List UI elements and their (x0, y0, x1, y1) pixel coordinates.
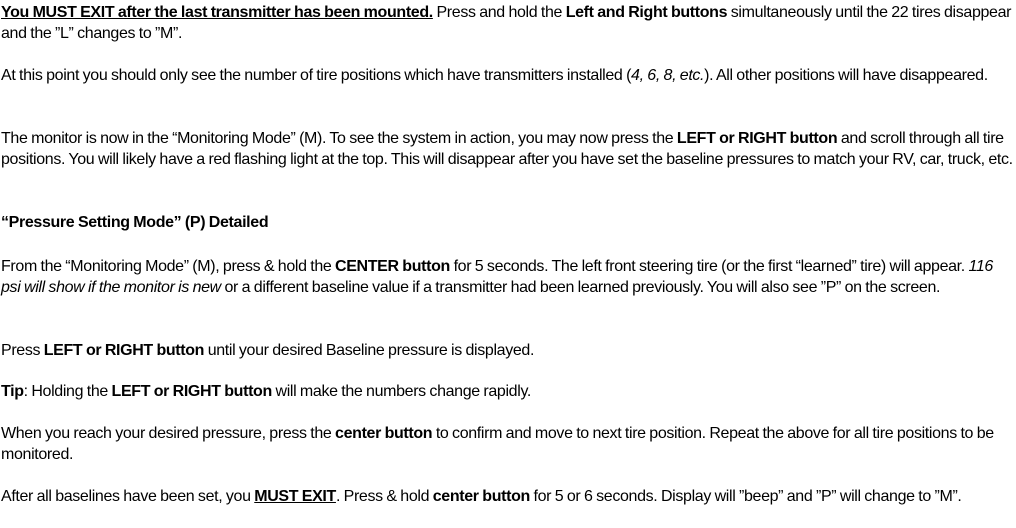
text: will make the numbers change rapidly. (271, 383, 531, 400)
default-psi-note: 116 psi will show if the monitor is new (1, 258, 993, 296)
paragraph-exit-pressure-mode (1, 486, 1013, 507)
text: until your desired Baseline pressure is displayed. (204, 342, 535, 359)
center-button-emphasis: center button (432, 488, 530, 505)
text: . Press & hold (335, 488, 433, 505)
text: and scroll through all tire positions. You will likely have a red flashing light at the top. This will disappear after you have set the baseline pressures to match your RV, car, truck, etc. (1, 130, 1013, 168)
tip-label: Tip (1, 383, 24, 400)
paragraph-exit-learn-mode (1, 2, 1013, 44)
text: When you reach your desired pressure, press the (1, 425, 336, 442)
must-exit-warning: You MUST EXIT after the last transmitter has been mounted. (1, 4, 433, 21)
text: Press and hold the (432, 4, 566, 21)
paragraph-confirm-pressure (1, 423, 1013, 465)
text: : Holding the (23, 383, 112, 400)
text: ). All other positions will have disappeared. (704, 67, 988, 84)
text: At this point you should only see the number of tire positions which have transmitters installed ( (1, 67, 632, 84)
paragraph-tire-positions (1, 65, 1013, 86)
text: or a different baseline value if a transmitter had been learned previously. You will also see ”P” on the screen. (220, 279, 941, 296)
text: for 5 or 6 seconds. Display will ”beep” and ”P” will change to ”M”. (529, 488, 962, 505)
text: Press (1, 342, 44, 359)
text: The monitor is now in the “Monitoring Mode” (M). To see the system in action, you may now press the (1, 130, 677, 147)
paragraph-tip (1, 381, 1013, 402)
center-button-emphasis: CENTER button (335, 258, 450, 275)
text: After all baselines have been set, you (1, 488, 255, 505)
paragraph-enter-pressure-mode (1, 256, 1013, 298)
text: for 5 seconds. The left front steering tire (or the first “learned” tire) will appear. (449, 258, 969, 275)
heading-text: “Pressure Setting Mode” (P) Detailed (1, 214, 269, 231)
left-right-button-emphasis: LEFT or RIGHT button (43, 342, 205, 359)
paragraph-select-pressure (1, 340, 1013, 361)
center-button-emphasis: center button (335, 425, 433, 442)
must-exit-emphasis: MUST EXIT (254, 488, 336, 505)
left-right-button-emphasis: LEFT or RIGHT button (676, 130, 838, 147)
left-right-buttons-emphasis: Left and Right buttons (565, 4, 728, 21)
text: From the “Monitoring Mode” (M), press & hold the (1, 258, 336, 275)
paragraph-monitoring-mode (1, 128, 1013, 170)
positions-example: 4, 6, 8, etc. (631, 67, 705, 84)
section-heading-pressure-setting (1, 212, 1013, 233)
text: to confirm and move to next tire position. Repeat the above for all tire positions to be monitored. (1, 425, 994, 463)
text: simultaneously until the 22 tires disappear and the ”L” changes to ”M”. (1, 4, 1012, 42)
left-right-button-emphasis: LEFT or RIGHT button (111, 383, 272, 400)
